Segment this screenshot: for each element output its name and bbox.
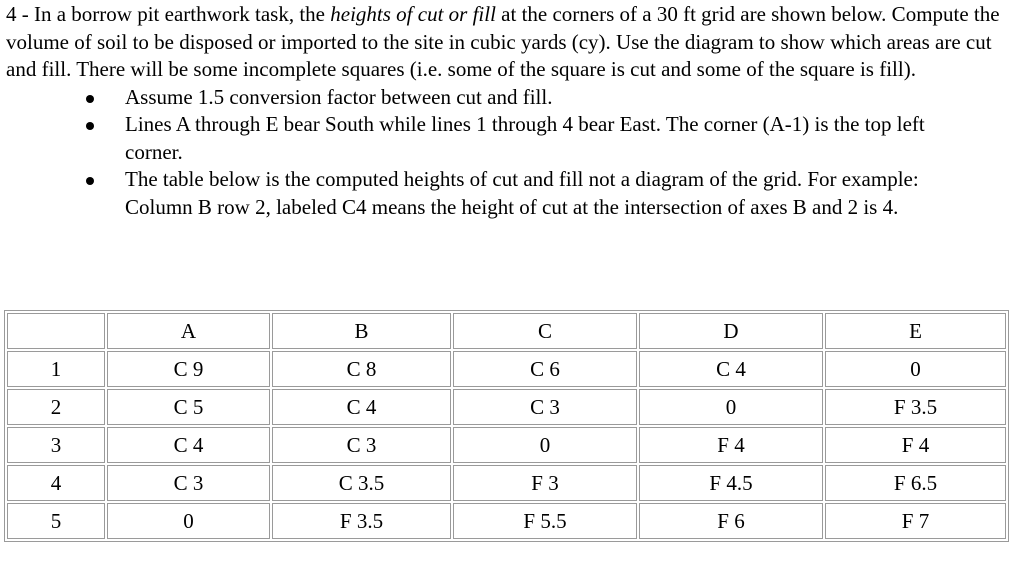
- table-cell: C 3.5: [272, 465, 451, 501]
- table-row: [7, 389, 1006, 425]
- table-row: [7, 503, 1006, 539]
- table-cell: C 5: [107, 389, 270, 425]
- row-label: 4: [7, 465, 105, 501]
- row-label: 5: [7, 503, 105, 539]
- cut-fill-table: [4, 310, 1009, 542]
- table-row: [7, 465, 1006, 501]
- table-cell: C 9: [107, 351, 270, 387]
- intro-text-start: 4 - In a borrow pit earthwork task, the: [6, 2, 331, 26]
- bullet-icon: [86, 122, 94, 130]
- list-item: [6, 166, 955, 221]
- corner-header-cell: [7, 313, 105, 349]
- row-label: 2: [7, 389, 105, 425]
- table-cell: F 4.5: [639, 465, 823, 501]
- table-cell: 0: [107, 503, 270, 539]
- table-cell: F 6.5: [825, 465, 1006, 501]
- list-item-text: Lines A through E bear South while lines 1 through 4 bear East. The corner (A-1) is the top left corner.: [125, 112, 925, 164]
- column-header: E: [825, 313, 1006, 349]
- table-cell: C 3: [453, 389, 637, 425]
- column-header: D: [639, 313, 823, 349]
- list-item: [6, 84, 955, 112]
- bullet-icon: [86, 95, 94, 103]
- column-header: A: [107, 313, 270, 349]
- table-cell: F 3.5: [825, 389, 1006, 425]
- intro-text-end: at the corners of a 30 ft grid are shown below. Compute the volume of soil to be disposed or imported to the site in cubic yards (cy). Use the diagram to show which areas are cut and fill. There will be some incomplete squares (i.e. some of the square is cut and some of the square is fill).: [6, 2, 1000, 81]
- table-cell: C 6: [453, 351, 637, 387]
- column-header: C: [453, 313, 637, 349]
- table-cell: F 3.5: [272, 503, 451, 539]
- table-cell: 0: [639, 389, 823, 425]
- table-row: [7, 351, 1006, 387]
- table-cell: C 4: [107, 427, 270, 463]
- table-cell: C 3: [272, 427, 451, 463]
- table-cell: C 8: [272, 351, 451, 387]
- table-cell: 0: [453, 427, 637, 463]
- list-item-text: The table below is the computed heights of cut and fill not a diagram of the grid. For example: Column B row 2, labeled C4 means the height of cut at the intersection of axes B and 2 is 4.: [125, 167, 919, 219]
- table-cell: F 5.5: [453, 503, 637, 539]
- table-cell: F 6: [639, 503, 823, 539]
- problem-intro: [6, 1, 1006, 84]
- bullet-icon: [86, 177, 94, 185]
- table-cell: F 7: [825, 503, 1006, 539]
- table-cell: F 4: [825, 427, 1006, 463]
- table-cell: C 3: [107, 465, 270, 501]
- row-label: 3: [7, 427, 105, 463]
- table-cell: C 4: [272, 389, 451, 425]
- table-row: [7, 427, 1006, 463]
- intro-italic-text: heights of cut or fill: [330, 2, 496, 26]
- table-cell: 0: [825, 351, 1006, 387]
- assumption-list: [6, 84, 1006, 222]
- table-header-row: [7, 313, 1006, 349]
- table-cell: F 3: [453, 465, 637, 501]
- table-cell: F 4: [639, 427, 823, 463]
- column-header: B: [272, 313, 451, 349]
- row-label: 1: [7, 351, 105, 387]
- table-cell: C 4: [639, 351, 823, 387]
- problem-statement: [6, 1, 1006, 221]
- list-item-text: Assume 1.5 conversion factor between cut and fill.: [125, 84, 553, 109]
- list-item: [6, 111, 955, 166]
